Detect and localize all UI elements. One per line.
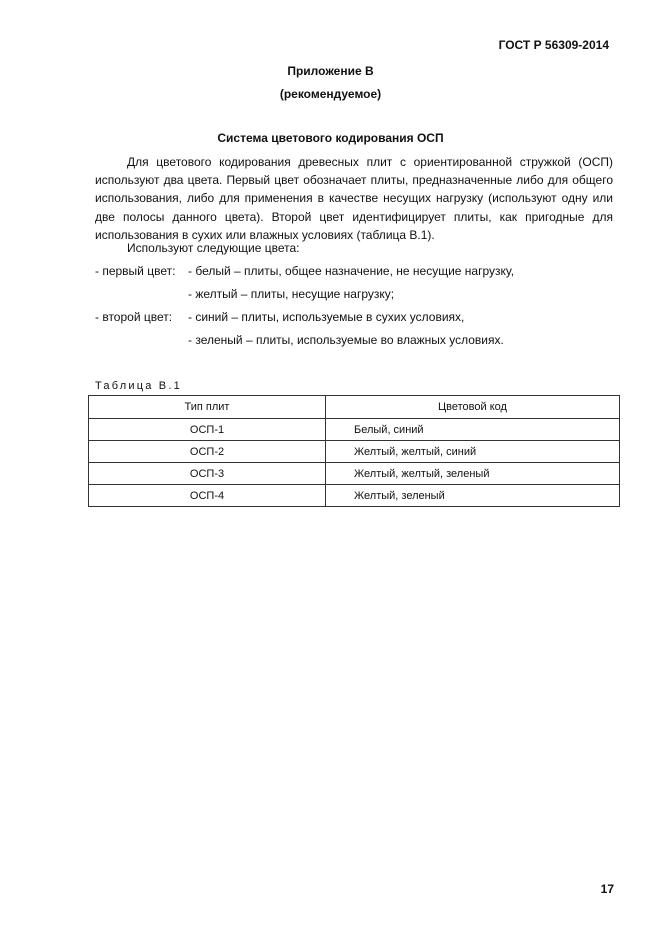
table-header-row [89,396,620,419]
section-heading: Система цветового кодирования ОСП [217,131,444,145]
table-row [89,419,620,441]
cell-color-code: Желтый, зеленый [326,485,620,507]
cell-board-type: ОСП-4 [89,485,326,507]
first-color-label: - первый цвет: [95,264,176,278]
appendix-title: Приложение В [287,64,374,78]
second-color-item-blue: - синий – плиты, используемые в сухих условиях, [188,310,465,324]
header-color-code: Цветовой код [326,396,620,419]
table-row [89,485,620,507]
cell-board-type: ОСП-3 [89,463,326,485]
first-color-item-yellow: - желтый – плиты, несущие нагрузку; [188,287,395,301]
table-caption: Таблица В.1 [95,380,182,392]
second-color-item-green: - зеленый – плиты, используемые во влажных условиях. [188,333,504,347]
standard-number: ГОСТ Р 56309-2014 [498,38,609,52]
cell-board-type: ОСП-1 [89,419,326,441]
color-code-table [88,395,620,507]
cell-color-code: Белый, синий [326,419,620,441]
cell-color-code: Желтый, желтый, синий [326,441,620,463]
first-color-item-white: - белый – плиты, общее назначение, не несущие нагрузку, [188,264,515,278]
header-board-type: Тип плит [89,396,326,419]
cell-board-type: ОСП-2 [89,441,326,463]
cell-color-code: Желтый, желтый, зеленый [326,463,620,485]
intro-paragraph: Для цветового кодирования древесных плит с ориентированной стружкой (ОСП) используют два цвета. Первый цвет обозначает плиты, предназначенные либо для общего использования, либо для применения в качестве несущих нагрузку (используют одну или две полосы данного цвета). Второй цвет идентифицирует плиты, как пригодные для использования в сухих или влажных условиях (таблица В.1). [95,155,613,242]
colors-intro: Используют следующие цвета: [127,241,300,255]
table-row [89,463,620,485]
page-number: 17 [600,882,614,896]
second-color-label: - второй цвет: [95,310,173,324]
appendix-status: (рекомендуемое) [279,87,382,101]
table-row [89,441,620,463]
